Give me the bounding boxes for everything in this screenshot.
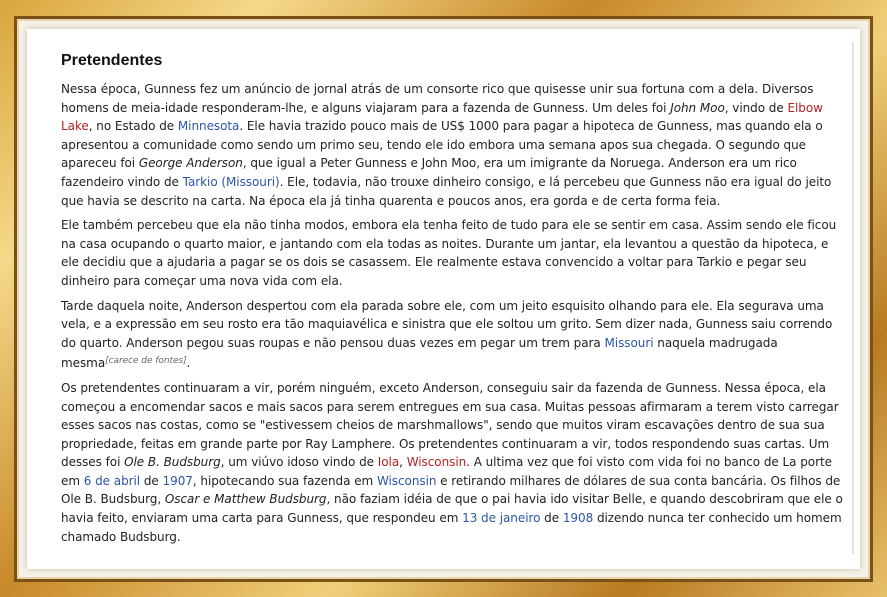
link-wisconsin-1[interactable]: Wisconsin <box>406 455 467 470</box>
link-6-de-abril[interactable]: 6 de abril <box>83 473 141 488</box>
article-section <box>36 42 854 554</box>
frame-inner-border <box>14 16 873 582</box>
paragraph-2: Ele também percebeu que ela não tinha modos, embora ela tenha feito de tudo para ele se sentir em casa. Assim sendo ele ficou na casa ocupando o quarto maior, e jantando com ela todas as noites. Durante um jantar, ela levantou a questão da hipoteca, e ele decidiu que a ajudaria a pagar se os dois se casassem. Ele realmente estava convencido a voltar para Tarkio e pegar seu dinheiro para começar uma nova vida com ela. <box>61 218 837 288</box>
name-ole-budsburg: Ole B. Budsburg <box>124 455 221 470</box>
paragraph-1: Nessa época, Gunness fez um anúncio de jornal atrás de um consorte rico que quisesse unir sua fortuna com a dela. Diversos homens de meia-idade responderam-lhe, e alguns viajaram para a fazenda de Gunness. Um deles foi John Moo, vindo de Elbow Lake, no Estado de Minnesota. Ele havia trazido pouco mais de US$ 1000 para pagar a hipoteca de Gunness, mas quando ela o apresentou a comunidade como sendo um primo seu, tendo ele ido embora uma semana apos sua chegada. O segundo que apareceu foi George Anderson, que igual a Peter Gunness e John Moo, era um imigrante da Noruega. Anderson era um rico fazendeiro vindo de Tarkio (Missouri). Ele, todavia, não trouxe dinheiro consigo, e lá percebeu que Gunness não era igual do jeito que havia se descrito na carta. Na época ela já tinha quarenta e poucos anos, era gorda e de certa forma feia. <box>61 82 832 208</box>
link-tarkio-missouri[interactable]: Tarkio (Missouri) <box>182 174 280 189</box>
link-iola[interactable]: Iola <box>377 455 400 470</box>
link-minnesota[interactable]: Minnesota <box>177 119 240 134</box>
link-wisconsin-2[interactable]: Wisconsin <box>376 473 437 488</box>
citation-needed[interactable]: [carece de fontes] <box>105 356 187 367</box>
name-john-moo: John Moo <box>670 100 725 115</box>
article-body <box>61 80 847 552</box>
link-missouri[interactable]: Missouri <box>604 335 654 350</box>
paragraph-3: Tarde daquela noite, Anderson despertou com ela parada sobre ele, com um jeito esquisito olhando para ele. Ela segurava uma vela, e a expressão em seu rosto era tão maquiavélica e sinistra que ele soltou um grito. Sem dizer nada, Gunness saiu correndo do quarto. Anderson pegou suas roupas e não pensou duas vezes em pegar um trem para Missouri naquela madrugada mesma[carece de fontes]. <box>61 298 833 371</box>
frame-mat <box>27 29 860 569</box>
link-elbow-lake[interactable]: Elbow Lake <box>61 100 823 134</box>
name-oscar-matthew-budsburg: Oscar e Matthew Budsburg <box>164 492 327 507</box>
paragraph-4: Os pretendentes continuaram a vir, porém ninguém, exceto Anderson, conseguiu sair da fazenda de Gunness. Nessa época, ela começou a encomendar sacos e mais sacos para serem entregues em sua casa. Muitas pessoas afirmaram a terem visto carregar esses sacos nas costas, como se "estivessem cheios de marshmallows", sendo que muitos viram escavações dentro de sua sua propriedade, feitas em grande parte por Ray Lamphere. Os pretendentes continuaram a vir, todos respondendo suas cartas. Um desses foi Ole B. Budsburg, um viúvo idoso vindo de Iola, Wisconsin. A ultima vez que foi visto com vida foi no banco de La porte em 6 de abril de 1907, hipotecando sua fazenda em Wisconsin e retirando milhares de dólares de sua conta bancária. Os filhos de Ole B. Budsburg, Oscar e Matthew Budsburg, não faziam idéia de que o pai havia ido visitar Belle, e quando descobriram que ele o havia feito, enviaram uma carta para Gunness, que respondeu em 13 de janeiro de 1908 dizendo nunca ter conhecido um homem chamado Budsburg. <box>61 380 843 544</box>
link-1907[interactable]: 1907 <box>162 473 193 488</box>
name-george-anderson: George Anderson <box>138 156 243 171</box>
mat-bottom-band <box>27 554 860 569</box>
link-13-de-janeiro[interactable]: 13 de janeiro <box>462 511 541 526</box>
section-heading: Pretendentes <box>61 52 163 69</box>
link-1908[interactable]: 1908 <box>562 511 594 526</box>
